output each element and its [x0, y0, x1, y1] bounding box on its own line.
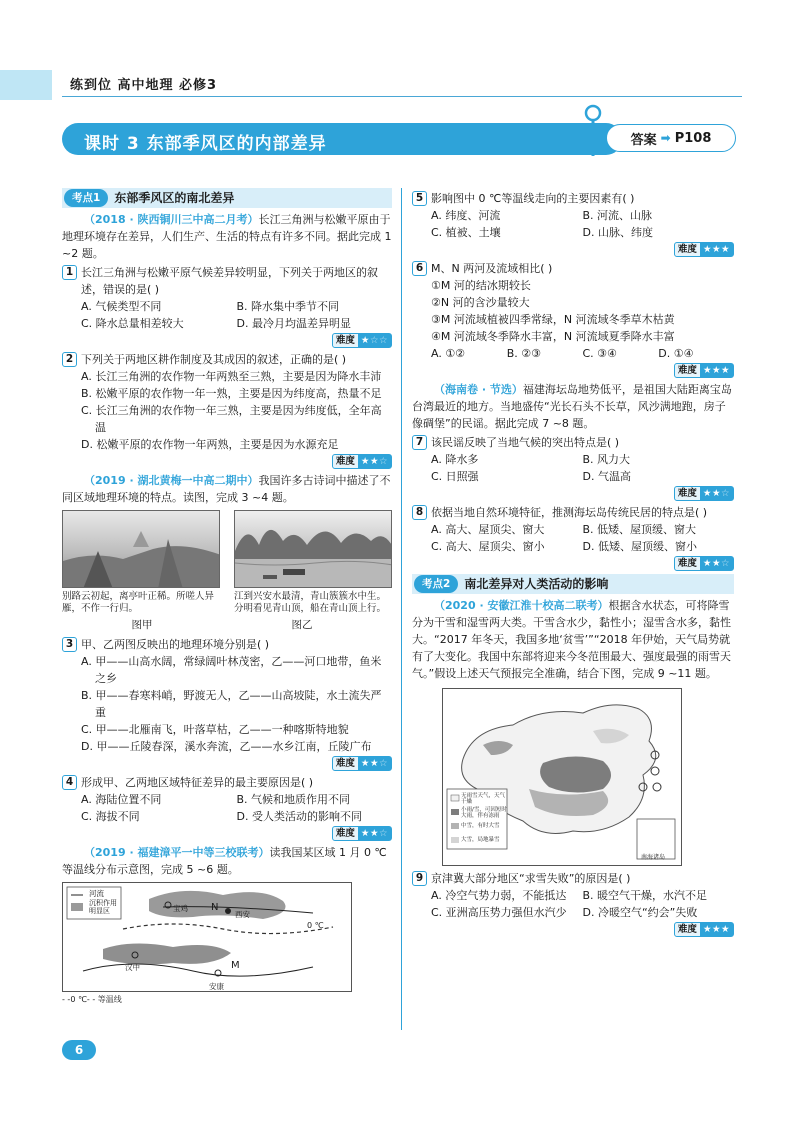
option-a[interactable]: A. ①②: [431, 347, 466, 360]
difficulty-label: 难度: [335, 828, 355, 839]
stars-filled: ★★: [360, 456, 379, 467]
map-label-m: M: [231, 960, 240, 971]
lesson-title: 课时 3 东部季风区的内部差异: [84, 134, 327, 154]
city-hanzhong: 汉中: [125, 963, 140, 972]
difficulty-badge: [332, 454, 392, 469]
option-a[interactable]: A. 长江三角洲的农作物一年两熟至三熟，主要是因为降水丰沛: [81, 370, 382, 383]
star-icon: [358, 757, 391, 770]
left-column: [62, 188, 392, 1006]
city-xian: 西安: [235, 910, 250, 919]
stars-filled: ★★: [702, 558, 721, 569]
column-divider: [401, 188, 402, 1030]
stars-filled: ★★: [360, 758, 379, 769]
source-tag: （2019 · 福建漳平一中等三校联考）: [84, 846, 270, 859]
source-passage-3: [62, 844, 392, 878]
question-number: 1: [62, 265, 77, 280]
option-d[interactable]: D. 山脉、纬度: [582, 226, 653, 239]
question-8: [412, 504, 734, 571]
difficulty-label: 难度: [677, 244, 697, 255]
key-icon: [580, 104, 606, 166]
stars-filled: ★: [360, 335, 370, 346]
question-stem: 甲、乙两图反映出的地理环境分别是( ): [81, 638, 270, 651]
difficulty-label: 难度: [677, 558, 697, 569]
option-d[interactable]: D. 低矮、屋顶缓、窗小: [582, 540, 697, 553]
source-tag: （2020 · 安徽江淮十校高二联考）: [434, 599, 609, 612]
question-2: [62, 351, 392, 469]
option-c[interactable]: C. 高大、屋顶尖、窗小: [431, 540, 545, 553]
option-b[interactable]: B. 低矮、屋顶缓、窗大: [582, 523, 697, 536]
question-number: 7: [412, 435, 427, 450]
difficulty-label: 难度: [677, 924, 697, 935]
option-a[interactable]: A. 纬度、河流: [431, 209, 501, 222]
source-passage-4: [412, 381, 734, 432]
option-b[interactable]: B. 气候和地质作用不同: [236, 793, 351, 806]
kaodian-2-bar: [412, 574, 734, 594]
stars-empty: ☆☆: [369, 335, 388, 346]
option-c[interactable]: C. 降水总量相差较大: [81, 317, 184, 330]
question-5: [412, 190, 734, 257]
source-text: 福建海坛岛地势低平，是祖国大陆距离宝岛台湾最近的地方。当地盛传“光长石头不长草，风沙满地跑，房子像碉堡”的民谣。据此完成 7 ~8 题。: [412, 383, 732, 430]
kaodian-1-badge: 考点1: [64, 189, 108, 207]
legend-item-3: 中雪，有时大雪: [461, 823, 500, 829]
option-b[interactable]: B. 风力大: [582, 453, 631, 466]
option-a[interactable]: A. 冷空气势力弱，不能抵达: [431, 889, 567, 902]
statement-1: ①M 河的结冰期较长: [431, 279, 531, 292]
star-icon: [700, 487, 733, 500]
source-tag: （2018 · 陕西铜川三中高二月考）: [84, 213, 259, 226]
question-stem: 形成甲、乙两地区域特征差异的最主要原因是( ): [81, 776, 314, 789]
option-c[interactable]: C. 日照强: [431, 470, 479, 483]
city-baoji: 宝鸡: [173, 904, 188, 913]
option-c[interactable]: C. 海拔不同: [81, 810, 140, 823]
figure-label-yi: 图乙: [291, 619, 313, 631]
option-d[interactable]: D. 气温高: [582, 470, 631, 483]
star-icon: [700, 364, 733, 377]
difficulty-badge: [674, 486, 734, 501]
legend-river: 河流: [89, 889, 104, 898]
difficulty-label: 难度: [335, 456, 355, 467]
photo-jia: [62, 510, 220, 588]
difficulty-badge: [674, 922, 734, 937]
option-b[interactable]: B. 暖空气干燥，水汽不足: [582, 889, 708, 902]
header-rule: [62, 96, 742, 97]
book-title: 练到位 高中地理 必修3: [70, 78, 218, 93]
difficulty-label: 难度: [677, 365, 697, 376]
star-icon: [358, 827, 391, 840]
stars-empty: ☆: [720, 488, 730, 499]
question-7: [412, 434, 734, 501]
question-number: 4: [62, 775, 77, 790]
difficulty-label: 难度: [335, 335, 355, 346]
question-number: 2: [62, 352, 77, 367]
question-stem: 京津冀大部分地区“求雪失败”的原因是( ): [431, 872, 631, 885]
option-d[interactable]: D. 受人类活动的影响不同: [236, 810, 362, 823]
question-number: 8: [412, 505, 427, 520]
source-passage-5: [412, 597, 734, 682]
question-number: 3: [62, 637, 77, 652]
page-number-badge: [62, 1040, 96, 1060]
source-tag: （海南卷 · 节选）: [434, 383, 523, 396]
option-a[interactable]: A. 气候类型不同: [81, 300, 162, 313]
option-d[interactable]: D. 松嫩平原的农作物一年两熟，主要是因为水源充足: [81, 438, 339, 451]
photo-yi: [234, 510, 392, 588]
difficulty-badge: [674, 363, 734, 378]
question-stem: 影响图中 0 ℃等温线走向的主要因素有( ): [431, 192, 635, 205]
answer-label: 答案: [630, 132, 657, 148]
difficulty-badge: [332, 756, 392, 771]
source-text: 根据含水状态，可将降雪分为干雪和湿雪两大类。干雪含水少，黏性小；湿雪含水多，黏性大。“2017 年冬天，我国多地‘贫雪’”“2018 年伊始，天气局势就有了大变化。我国中东部将迎来今冬范围最大、强度最强的雨雪天气。”假设上述天气预报完全准确，结合下图，完成 9 ~11 题。: [412, 599, 731, 680]
snow-forecast-map: [442, 688, 682, 866]
legend-sediment: 沉积作用明显区: [89, 899, 117, 915]
source-text: 读我国某区域 1 月 0 ℃等温线分布示意图，完成 5 ~6 题。: [62, 846, 387, 876]
map-footer: - -0 ℃- - 等温线: [62, 995, 122, 1004]
question-9: [412, 870, 734, 937]
legend-item-4: 大雪，局地暴雪: [461, 837, 500, 843]
question-1: [62, 264, 392, 348]
stars-filled: ★★★: [702, 924, 730, 935]
stars-filled: ★★★: [702, 365, 730, 376]
kaodian-1-title: 东部季风区的南北差异: [114, 190, 235, 205]
option-a[interactable]: A. 海陆位置不同: [81, 793, 162, 806]
statement-2: ②N 河的含沙量较大: [431, 296, 530, 309]
kaodian-2-title: 南北差异对人类活动的影响: [464, 576, 609, 591]
kaodian-1-bar: [62, 188, 392, 208]
stars-empty: ☆: [720, 558, 730, 569]
stars-filled: ★★★: [702, 244, 730, 255]
option-d[interactable]: D. ①④: [658, 347, 694, 360]
source-passage-1: [62, 211, 392, 262]
isotherm-label: 0 ℃: [307, 921, 324, 930]
source-text: 我国许多古诗词中描述了不同区域地理环境的特点。读图，完成 3 ~4 题。: [62, 474, 391, 504]
option-b[interactable]: B. 甲——春寒料峭，野渡无人，乙——山高坡陡，水土流失严重: [81, 689, 382, 719]
inset-label: 南海诸岛: [641, 854, 666, 861]
legend-item-2: 小雨/雪，可因短时大雨，伴有冻雨: [461, 807, 507, 819]
star-icon: [700, 923, 733, 936]
arrow-right-icon: ➡: [660, 131, 671, 145]
option-b[interactable]: B. 降水集中季节不同: [236, 300, 340, 313]
figure-label-jia: 图甲: [131, 619, 153, 631]
option-a[interactable]: A. 高大、屋顶尖、窗大: [431, 523, 545, 536]
option-b[interactable]: B. 河流、山脉: [582, 209, 653, 222]
kaodian-2-badge: 考点2: [414, 575, 458, 593]
option-d[interactable]: D. 最冷月均温差异明显: [236, 317, 351, 330]
top-color-strip: [0, 70, 52, 100]
isotherm-map: [62, 882, 352, 992]
answer-page: P108: [674, 130, 712, 146]
option-d[interactable]: D. 冷暖空气“约会”失败: [582, 906, 698, 919]
stars-empty: ☆: [378, 456, 388, 467]
star-icon: [358, 334, 391, 347]
difficulty-badge: [674, 556, 734, 571]
stars-filled: ★★: [702, 488, 721, 499]
question-number: 9: [412, 871, 427, 886]
stars-empty: ☆: [378, 758, 388, 769]
question-4: [62, 774, 392, 841]
difficulty-badge: [674, 242, 734, 257]
star-icon: [700, 243, 733, 256]
option-b[interactable]: B. ②③: [506, 347, 542, 360]
answer-link[interactable]: [606, 124, 736, 152]
page-number: 6: [74, 1043, 84, 1057]
option-a[interactable]: A. 降水多: [431, 453, 479, 466]
map-label-n: N: [211, 902, 219, 913]
figure-photos: [62, 510, 392, 588]
option-c[interactable]: C. 甲——北雁南飞，叶落草枯，乙——一种喀斯特地貌: [81, 723, 349, 736]
difficulty-badge: [332, 826, 392, 841]
star-icon: [358, 455, 391, 468]
star-icon: [700, 557, 733, 570]
source-passage-2: [62, 472, 392, 506]
question-stem: M、N 两河及流域相比( ): [431, 262, 553, 275]
option-c[interactable]: C. 亚洲高压势力强但水汽少: [431, 906, 567, 919]
question-stem: 依据当地自然环境特征，推测海坛岛传统民居的特点是( ): [431, 506, 708, 519]
question-3: [62, 636, 392, 771]
source-text: 长江三角洲与松嫩平原由于地理环境存在差异，人们生产、生活的特点有许多不同。据此完成 1 ~2 题。: [62, 213, 392, 260]
right-column: [412, 188, 734, 940]
option-c[interactable]: C. 长江三角洲的农作物一年三熟，主要是因为纬度低，全年高温: [81, 404, 382, 434]
caption-jia: 别路云初起，离亭叶正稀。所嗟人异雁，不作一行归。: [62, 591, 215, 614]
caption-yi: 江到兴安水最清，青山簇簇水中生。分明看见青山顶，船在青山顶上行。: [234, 591, 387, 614]
statement-4: ④M 河流域冬季降水丰富，N 河流域夏季降水丰富: [431, 330, 675, 343]
option-b[interactable]: B. 松嫩平原的农作物一年一熟，主要是因为纬度高，热量不足: [81, 387, 382, 400]
stars-filled: ★★: [360, 828, 379, 839]
difficulty-label: 难度: [677, 488, 697, 499]
option-a[interactable]: A. 甲——山高水阔，常绿阔叶林茂密，乙——河口地带，鱼米之乡: [81, 655, 382, 685]
statement-3: ③M 河流域植被四季常绿，N 河流域冬季草木枯黄: [431, 313, 675, 326]
question-stem: 该民谣反映了当地气候的突出特点是( ): [431, 436, 620, 449]
option-c[interactable]: C. ③④: [582, 347, 617, 360]
stars-empty: ☆: [378, 828, 388, 839]
legend-item-1: 无雨雪天气，天气干燥: [461, 793, 506, 805]
difficulty-badge: [332, 333, 392, 348]
source-tag: （2019 · 湖北黄梅一中高二期中）: [84, 474, 259, 487]
question-number: 6: [412, 261, 427, 276]
difficulty-label: 难度: [335, 758, 355, 769]
option-c[interactable]: C. 植被、土壤: [431, 226, 501, 239]
option-d[interactable]: D. 甲——丘陵春深，溪水奔流，乙——水乡江南，丘陵广布: [81, 740, 372, 753]
question-number: 5: [412, 191, 427, 206]
question-stem: 长江三角洲与松嫩平原气候差异较明显，下列关于两地区的叙述，错误的是( ): [81, 266, 378, 296]
question-6: [412, 260, 734, 378]
question-stem: 下列关于两地区耕作制度及其成因的叙述，正确的是( ): [81, 353, 347, 366]
city-ankang: 安康: [209, 982, 224, 991]
